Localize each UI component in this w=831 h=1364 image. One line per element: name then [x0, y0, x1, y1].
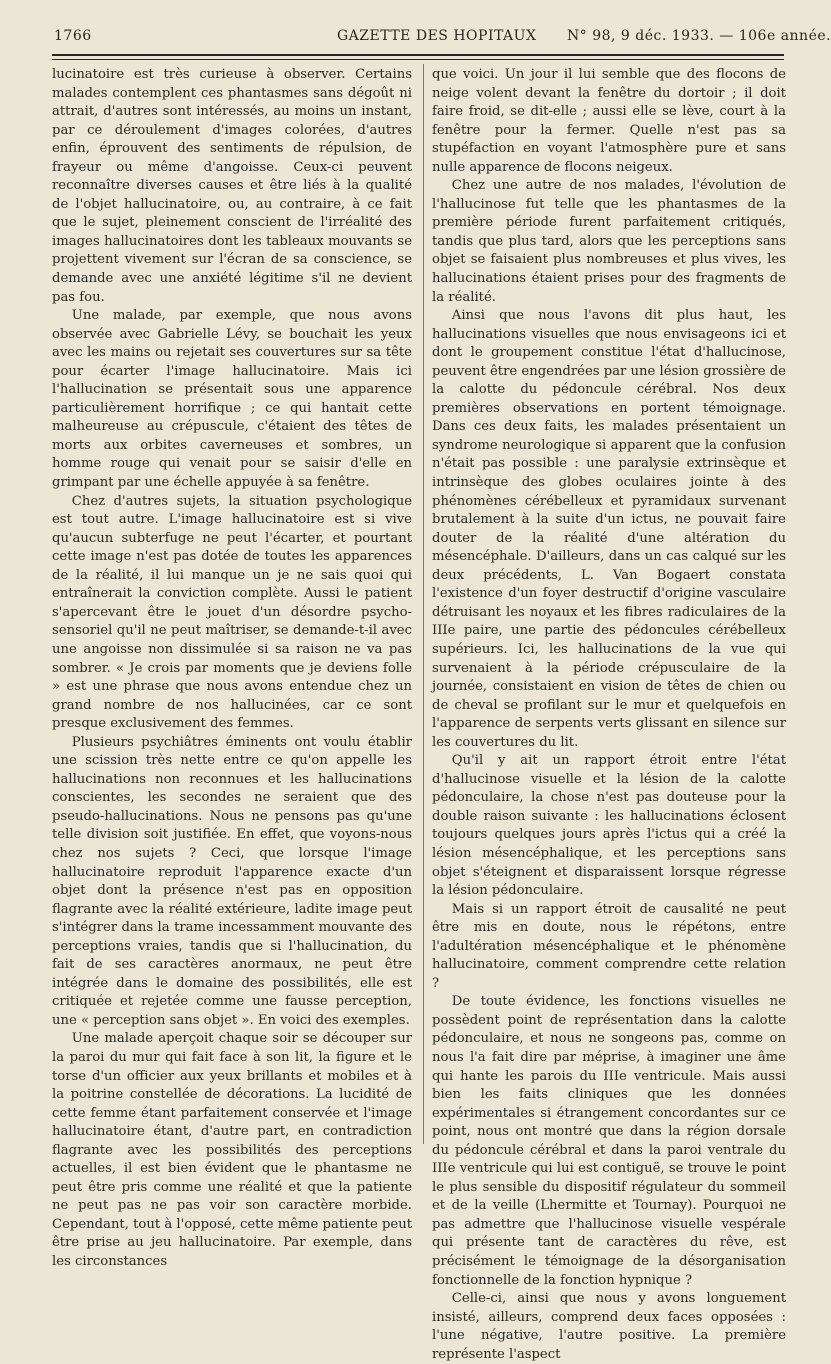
right-column: [432, 66, 786, 1364]
paragraph: Qu'il y ait un rapport étroit entre l'état d'hallucinose visuelle et la lésion de la calotte pédonculaire, la chose n'est pas douteuse pour la double raison suivante : les hallucinations éclosent toujours quelques jours après l'ictus qui a créé la lésion mésencéphalique, et les perceptions sans objet s'éteignent et disparaissent lorsque régresse la lésion pédonculaire.: [432, 753, 786, 899]
journal-title: GAZETTE DES HOPITAUX: [337, 28, 537, 44]
paragraph: Chez d'autres sujets, la situation psychologique est tout autre. L'image hallucinatoire est si vive qu'aucun subterfuge ne peut l'écarter, et pourtant cette image n'est pas dotée de toutes les apparences de la réalité, il lui manque un je ne sais quoi qui entraînerait la conviction complète. Aussi le patient s'apercevant être le jouet d'un désordre psycho-sensoriel qu'il ne peut maîtriser, se demande-t-il avec une angoisse non dissimulée si sa raison ne va pas sombrer. « Je crois par moments que je deviens folle » est une phrase que nous avons entendue chez un grand nombre de nos hallucinées, car ce sont presque exclusivement des femmes.: [52, 493, 412, 732]
issue-info: N° 98, 9 déc. 1933. — 106e année.: [567, 28, 831, 44]
paragraph: De toute évidence, les fonctions visuelles ne possèdent point de représentation dans la calotte pédonculaire, et nous ne songeons pas, comme on nous l'a fait dire par méprise, à imaginer une âme qui hante les parois du IIIe ventricule. Mais aussi bien les faits cliniques que les données expérimentales si étrangement concordantes sur ce point, nous ont montré que dans la région dorsale du pédoncule cérébral et dans la paroi ventrale du IIIe ventricule qui lui est contiguë, se trouve le point le plus sensible du dispositif régulateur du sommeil et de la veille (Lhermitte et Tournay). Pourquoi ne pas admettre que l'hallucinose visuelle vespérale qui présente tant de caractères du rêve, est précisément le témoignage de la désorganisation fonctionnelle de la fonction hypnique ?: [432, 994, 786, 1288]
column-divider: [423, 64, 424, 1144]
paragraph: Plusieurs psychiâtres éminents ont voulu établir une scission très nette entre ce qu'on appelle les hallucinations non reconnues et les hallucinations conscientes, les secondes ne seraient que des pseudo-hallucinations. Nous ne pensons pas qu'une telle division soit justifiée. En effet, que voyons-nous chez nos sujets ? Ceci, que lorsque l'image hallucinatoire reproduit l'apparence exacte d'un objet dont la présence n'est pas en opposition flagrante avec la réalité extérieure, ladite image peut s'intégrer dans la trame incessamment mouvante des perceptions vraies, tandis que si l'hallucination, du fait de ses caractères anormaux, ne peut être intégrée dans le domaine des possibilités, elle est critiquée et rejetée comme une fausse perception, une « perception sans objet ». En voici des exemples.: [52, 734, 412, 1028]
paragraph: Chez une autre de nos malades, l'évolution de l'hallucinose fut telle que les phantasmes de la première période furent parfaitement critiqués, tandis que plus tard, alors que les perceptions sans objet se faisaient plus nombreuses et plus vives, les hallucinations étaient prises pour des fragments de la réalité.: [432, 178, 786, 305]
paragraph: Ainsi que nous l'avons dit plus haut, les hallucinations visuelles que nous envisageons ici et dont le groupement constitue l'état d'hallucinose, peuvent être engendrées par une lésion grossière de la calotte du pédoncule cérébral. Nos deux premières observations en portent témoignage. Dans ces deux faits, les malades présentaient un syndrome neurologique si apparent que la confusion n'était pas possible : une paralysie extrinsèque et intrinsèque des globes oculaires jointe à des phénomènes cérébelleux et pyramidaux survenant brutalement à la suite d'un ictus, ne pouvait faire douter de la réalité d'une altération du mésencéphale. D'ailleurs, dans un cas calqué sur les deux précédents, L. Van Bogaert constata l'existence d'un foyer destructif d'origine vasculaire détruisant les noyaux et les fibres radiculaires de la IIIe paire, une partie des pédoncules cérébelleux supérieurs. Ici, les hallucinations de la vue qui survenaient à la période crépusculaire de la journée, consistaient en vision de têtes de chien ou de cheval se profilant sur le mur et quelquefois en l'apparence de serpents verts glissant en silence sur les couvertures du lit.: [432, 308, 786, 750]
paragraph: Celle-ci, ainsi que nous y avons longuement insisté, ailleurs, comprend deux faces opposées : l'une négative, l'autre positive. La première représente l'aspect: [432, 1291, 786, 1362]
paragraph: que voici. Un jour il lui semble que des flocons de neige volent devant la fenêtre du dortoir ; il doit faire froid, se dit-elle ; aussi elle se lève, court à la fenêtre pour la fermer. Quelle n'est pas sa stupéfaction en voyant l'atmosphère pure et sans nulle apparence de flocons neigeux.: [432, 67, 786, 175]
paragraph: Une malade, par exemple, que nous avons observée avec Gabrielle Lévy, se bouchait les yeux avec les mains ou rejetait ses couvertures sur sa tête pour écarter l'image hallucinatoire. Mais ici l'hallucination se présentait sous une apparence particulièrement horrifique ; ce qui hantait cette malheureuse au crépuscule, c'étaient des têtes de morts aux orbites caverneuses et sombres, un homme rouge qui venait pour se saisir d'elle en grimpant par une échelle appuyée à sa fenêtre.: [52, 308, 412, 491]
paragraph: Une malade aperçoit chaque soir se découper sur la paroi du mur qui fait face à son lit, la figure et le torse d'un officier aux yeux brillants et mobiles et à la poitrine constellée de décorations. La lucidité de cette femme étant parfaitement conservée et l'image hallucinatoire étant, d'autre part, en contradiction flagrante avec les possibilités des perceptions actuelles, il est bien évident que le phantasme ne peut être pris comme une réalité et que la patiente ne peut pas ne pas voir son caractère morbide. Cependant, tout à l'opposé, cette même patiente peut être prise au jeu hallucinatoire. Par exemple, dans les circonstances: [52, 1031, 413, 1269]
paragraph: Mais si un rapport étroit de causalité ne peut être mis en doute, nous le répétons, entre l'adultération mésencéphalique et le phénomène hallucinatoire, comment comprendre cette relation ?: [432, 901, 786, 991]
paragraph: lucinatoire est très curieuse à observer. Certains malades contemplent ces phantasmes sans dégoût ni attrait, d'autres sont intéressés, au moins un instant, par ce déroulement d'images colorées, d'autres enfin, éprouvent des sentiments de répulsion, de frayeur ou même d'angoisse. Ceux-ci peuvent reconnaître diverses causes et être liés à la qualité de l'objet hallucinatoire, ou, au contraire, à ce fait que le sujet, pleinement conscient de l'irréalité des images hallucinatoires dont les tableaux mouvants se projettent vivement sur l'écran de sa conscience, se demande avec une anxiété légitime s'il ne devient pas fou.: [52, 67, 412, 305]
left-column: [52, 66, 412, 1272]
header-rule-thick: [52, 54, 784, 56]
page-number: 1766: [54, 28, 92, 44]
header-rule-thin: [52, 59, 784, 60]
page-header: [52, 28, 831, 50]
